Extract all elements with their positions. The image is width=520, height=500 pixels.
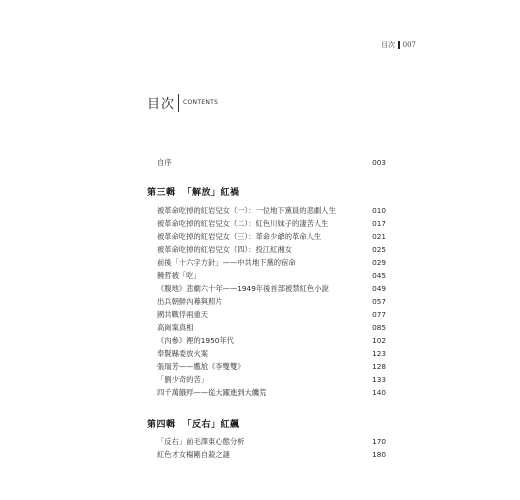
toc-entry-page: 128 xyxy=(372,362,386,371)
toc-entry-page: 021 xyxy=(372,232,386,241)
toc-entry[interactable] xyxy=(157,232,386,242)
toc-title-en: CONTENTS xyxy=(183,99,219,106)
toc-entry-page: 010 xyxy=(372,206,386,215)
toc-entry[interactable] xyxy=(157,388,386,398)
toc-entry-page: 077 xyxy=(372,310,386,319)
toc-entry[interactable] xyxy=(157,437,386,447)
toc-entry-title: 被革命吃掉的紅岩兒女（一）：一位地下黨員的悲劇人生 xyxy=(157,206,336,215)
toc-entry-title: 自序 xyxy=(157,158,172,167)
toc-entry-title: 《內參》裡的1950年代 xyxy=(157,336,234,345)
toc-title-zh: 目次 xyxy=(147,97,176,112)
toc-entry-title: 「劉少奇的苦」 xyxy=(157,375,209,384)
toc-entry-page: 049 xyxy=(372,284,386,293)
toc-entry-title: 國共戰俘兩重天 xyxy=(157,310,209,319)
toc-entry-title: 出兵朝鮮內幕與照片 xyxy=(157,297,223,306)
section-title: 「反右」紅飆 xyxy=(182,420,240,430)
toc-entry-page: 133 xyxy=(372,375,386,384)
toc-entry[interactable] xyxy=(157,245,386,255)
toc-entry-title: 紅色才女楊剛自殺之謎 xyxy=(157,450,230,459)
toc-entry-title: 被革命吃掉的紅岩兒女（四）：投江紅湘女 xyxy=(157,245,292,254)
toc-entry-title: 「反右」前毛澤東心態分析 xyxy=(157,437,245,446)
toc-entry[interactable] xyxy=(157,284,386,294)
toc-entry[interactable] xyxy=(157,271,386,281)
toc-entry-title: 奉賢縣委放火案 xyxy=(157,349,209,358)
toc-entry-title: 饒哲被「吃」 xyxy=(157,271,201,280)
toc-entry-page: 003 xyxy=(372,158,386,167)
toc-entry-page: 029 xyxy=(372,258,386,267)
toc-entry[interactable] xyxy=(157,310,386,320)
toc-entry-page: 025 xyxy=(372,245,386,254)
toc-entry-page: 170 xyxy=(372,437,386,446)
toc-entry-title: 四千萬餓殍——從大躍進到大饑荒 xyxy=(157,388,267,397)
toc-entry[interactable] xyxy=(157,336,386,346)
toc-entry-preface[interactable] xyxy=(157,158,386,168)
toc-entry-page: 085 xyxy=(372,323,386,332)
section-heading-3 xyxy=(147,185,240,198)
toc-entry[interactable] xyxy=(157,323,386,333)
toc-entry-page: 017 xyxy=(372,219,386,228)
section-label: 第四輯 xyxy=(147,420,176,430)
toc-entry-title: 高崗案真相 xyxy=(157,323,194,332)
toc-entry-page: 180 xyxy=(372,450,386,459)
toc-entry[interactable] xyxy=(157,375,386,385)
toc-entry-page: 102 xyxy=(372,336,386,345)
toc-entry-title: 被革命吃掉的紅岩兒女（三）：革命少爺的革命人生 xyxy=(157,232,322,241)
section-heading-4 xyxy=(147,417,240,430)
toc-title xyxy=(147,93,218,112)
running-head-bar xyxy=(398,41,400,49)
toc-entry[interactable] xyxy=(157,258,386,268)
running-head-label: 目次 xyxy=(381,41,396,49)
toc-entry[interactable] xyxy=(157,219,386,229)
section-label: 第三輯 xyxy=(147,188,176,198)
toc-entry-title: 張瑞芳——尷尬《李雙雙》 xyxy=(157,362,245,371)
toc-entry[interactable] xyxy=(157,206,386,216)
toc-entry-title: 被革命吃掉的紅岩兒女（二）：紅色川妹子的淒苦人生 xyxy=(157,219,329,228)
running-head-page: 007 xyxy=(402,41,416,49)
toc-entry-title: 《腹地》悲劇六十年——1949年後首部被禁紅色小說 xyxy=(157,284,329,293)
toc-entry-title: 前後「十六字方針」——中共地下黨的宿命 xyxy=(157,258,296,267)
toc-entry-page: 140 xyxy=(372,388,386,397)
toc-entry[interactable] xyxy=(157,297,386,307)
toc-entry[interactable] xyxy=(157,349,386,359)
toc-entry[interactable] xyxy=(157,450,386,460)
section-title: 「解放」紅禍 xyxy=(182,188,240,198)
toc-entry-page: 123 xyxy=(372,349,386,358)
toc-entry-page: 057 xyxy=(372,297,386,306)
toc-entry-page: 045 xyxy=(372,271,386,280)
toc-entry[interactable] xyxy=(157,362,386,372)
running-head xyxy=(381,40,416,50)
toc-title-divider xyxy=(178,94,179,112)
